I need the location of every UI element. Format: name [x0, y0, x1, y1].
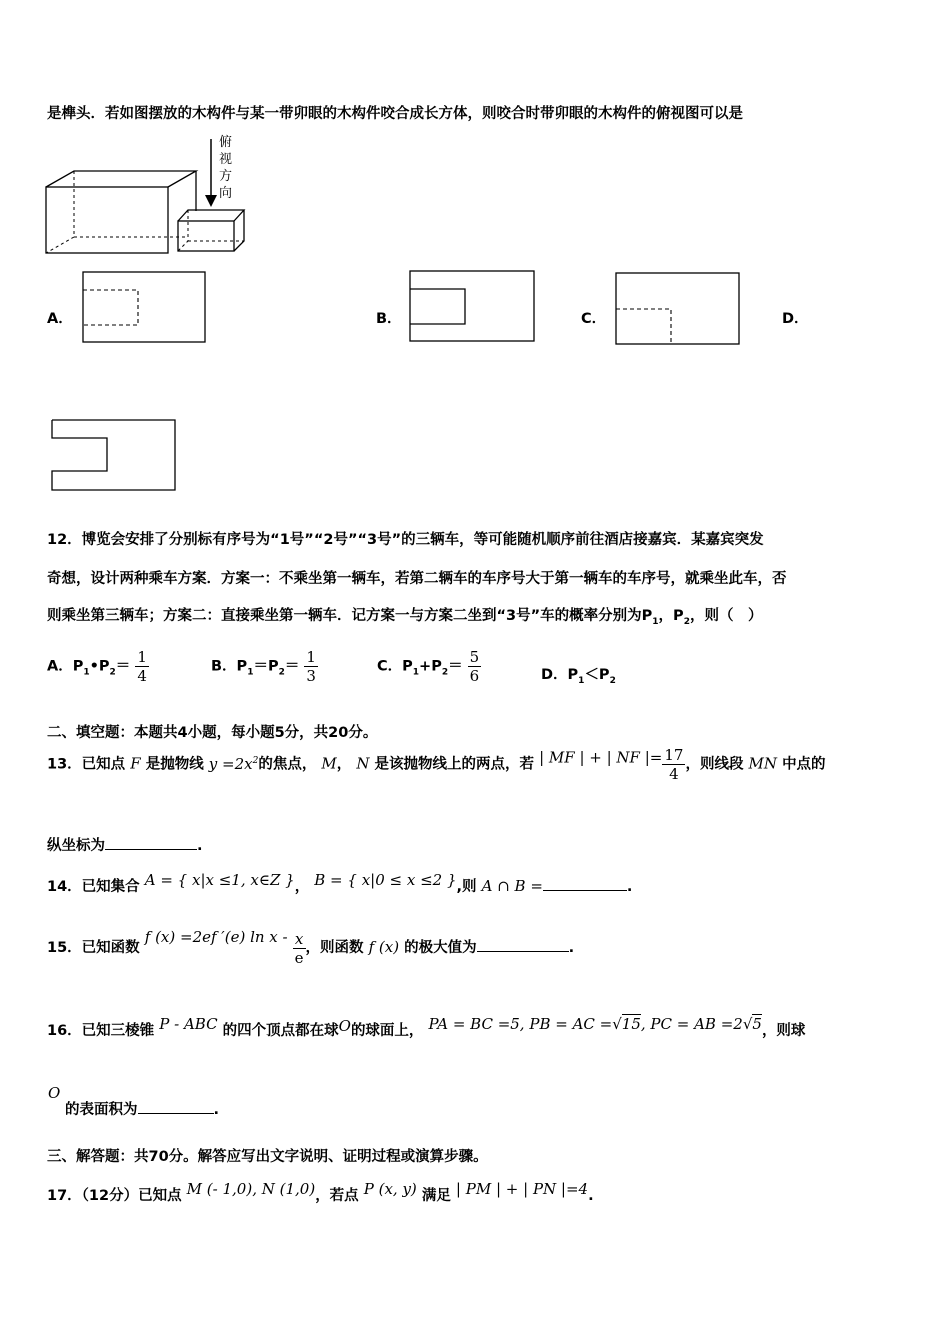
q16-sphere-o: O: [48, 1084, 61, 1102]
option-d-label: D．: [782, 311, 809, 327]
q14-answer-blank[interactable]: [543, 876, 627, 891]
option-c-label: C．: [581, 311, 607, 327]
intro-line: 是榫头．若如图摆放的木构件与某一带卯眼的木构件咬合成长方体，则咬合时带卯眼的木构件的俯视图可以是: [47, 106, 743, 122]
q12-option-b: B．$P_1=P_2=$ $\frac{1}{3}$: [211, 648, 316, 685]
q16-line2: 的表面积为 .: [65, 1098, 219, 1119]
option-c-figure: [615, 272, 741, 346]
q13-line2: 纵坐标为 .: [47, 834, 203, 855]
option-b-label: B．: [376, 311, 402, 327]
q12-line2: 奇想，设计两种乘车方案．方案一：不乘坐第一辆车，若第二辆车的车序号大于第一辆车的车序号，就乘坐此车，否: [47, 571, 787, 587]
q12-line3: 则乘坐第三辆车；方案二：直接乘坐第一辆车．记方案一与方案二坐到“3号”车的概率分别为$P_1$，$P_2$，则（ ）: [47, 608, 763, 627]
option-b-figure: [409, 270, 536, 344]
section3-title: 三、解答题：共70分。解答应写出文字说明、证明过程或演算步骤。: [47, 1149, 488, 1165]
q15-line: 15．已知函数 f (x) =2ef ′(e) ln x - $\frac{x}{e}$ ，则函数 f (x) 的极大值为 .: [47, 928, 575, 967]
q17-line: 17．（12分）已知点 M (- 1,0), N (1,0)，若点 P (x, y) 满足 | PM | + | PN |=4.: [47, 1180, 594, 1204]
q12-option-a: A．$P_1•P_2=$ $\frac{1}{4}$: [47, 648, 147, 685]
option-a-figure: [82, 271, 207, 345]
q12-option-d: D．$P_1<P_2$: [541, 667, 616, 686]
q15-answer-blank[interactable]: [477, 937, 569, 952]
option-a-label: A．: [47, 311, 73, 327]
option-d-figure: [51, 419, 179, 493]
q16-answer-blank[interactable]: [138, 1099, 214, 1114]
view-direction-label: 俯 视 方 向: [219, 135, 233, 201]
q13-line1: 13．已知点 F 是抛物线 $y =2x^2$的焦点， M， N 是该抛物线上的两点，若 | MF | + | NF |= $\frac{17}{4}$ ，则线段 MN 中点的: [47, 746, 826, 783]
q13-answer-blank[interactable]: [105, 835, 197, 850]
q16-line1: 16．已知三棱锥 P - ABC 的四个顶点都在球O的球面上， PA = BC =5, PB = AC =√15, PC = AB =2√5，则球: [47, 1015, 806, 1039]
q12-line1: 12．博览会安排了分别标有序号为“1号”“2号”“3号”的三辆车，等可能随机顺序前往酒店接嘉宾．某嘉宾突发: [47, 532, 764, 548]
section2-title: 二、填空题：本题共4小题，每小题5分，共20分。: [47, 725, 378, 741]
q14-line: 14．已知集合 A = { x|x ≤1, x∈Z }， B = { x|0 ≤ x ≤2 },则 A ∩ B = .: [47, 871, 633, 895]
q12-option-c: C．$P_1+P_2=$ $\frac{5}{6}$: [377, 648, 480, 685]
